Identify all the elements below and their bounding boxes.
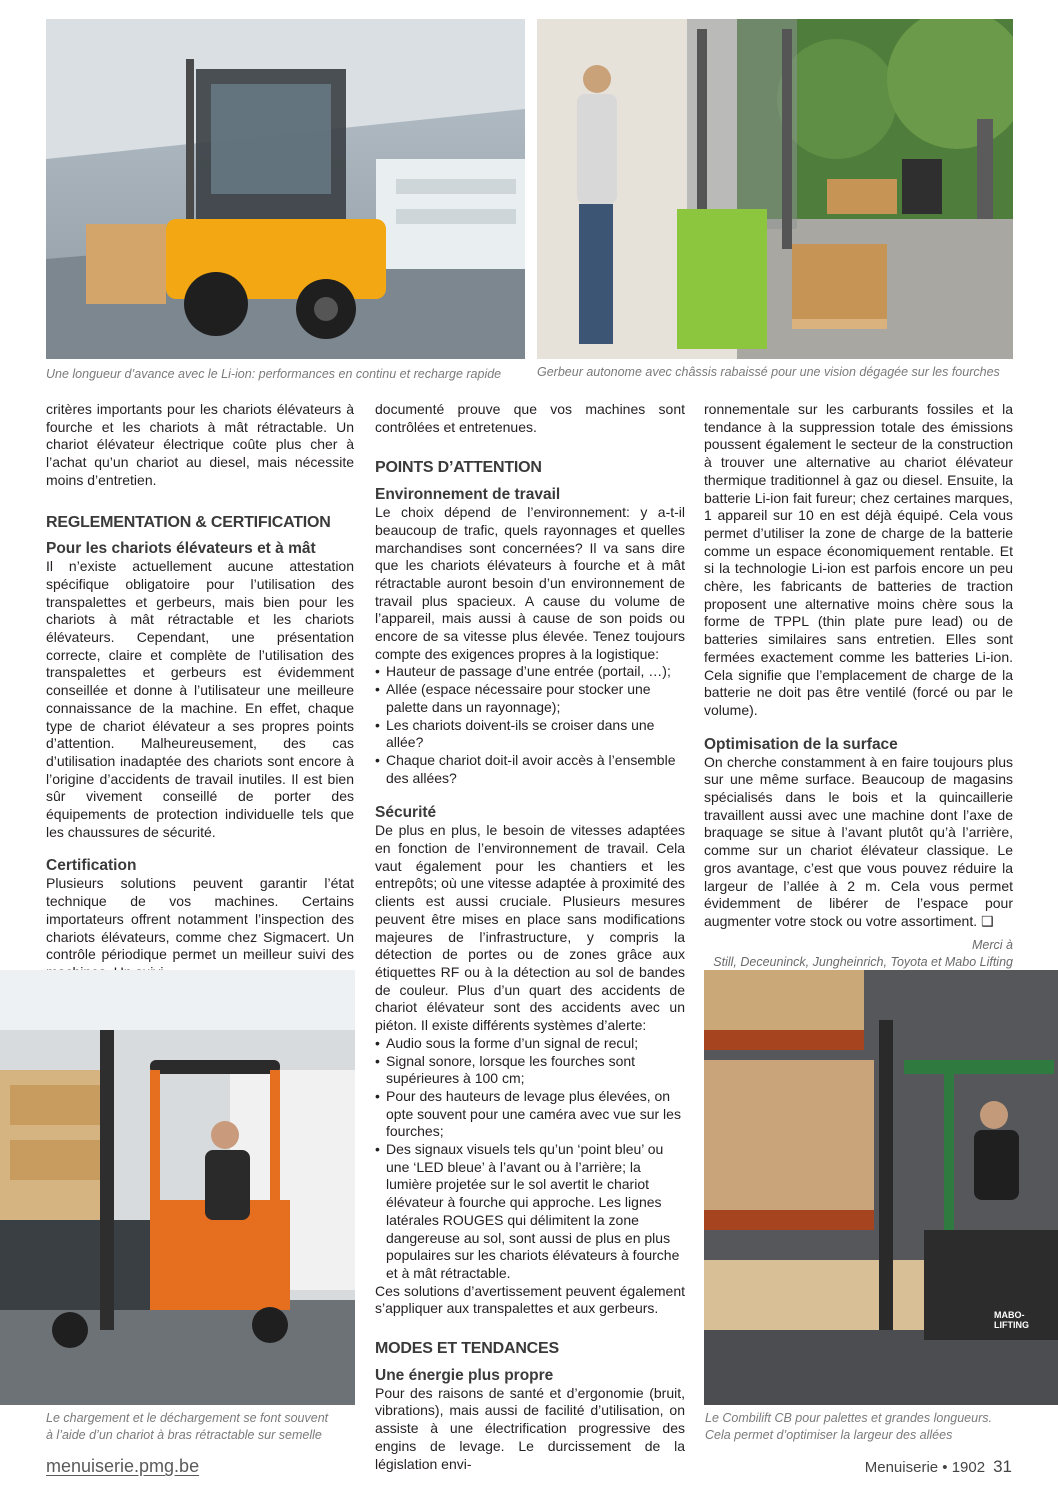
list-item: • Des signaux visuels tels qu’un ‘point bleu’ ou une ‘LED bleue’ à l’avant ou à l’arrière; la lumière projetée sur le sol avertit le chariot élévateur à fourche qui approche. Les lignes latérales ROUGES qui délimitent la zone dangereuse au sol, sont aussi de plus en plus populaires sur les chariots élévateurs à fourche et à mât rétractable. bbox=[375, 1141, 685, 1283]
col3-paragraph-1: ronnementale sur les carburants fossiles et la tendance à la suppression totale des émissions poussent également le secteur de la construction à trouver une alternative au chariot élévateur thermique traditionnel à gaz ou diesel. Ensuite, la batterie Li-ion fait fureur; chez certaines marques, 1 appareil sur 10 en est déjà équipé. Cela vous permet d’utiliser la zone de charge de la batterie comme un espace économiquement rentable. Et si la technologie Li-ion est parfois encore un peu chère, les fabricants de batteries de traction proposent une alternative moins chère sous la forme de TPPL (thin plate pure lead) ou de batteries similaires sans entretien. Elles sont fermées exactement comme les batteries Li-ion. Cela signifie que l’emplacement de charge de la batterie ne doit pas être ventilé (forcé ou par le volume). bbox=[704, 401, 1013, 718]
heading-reglementation: REGLEMENTATION & CERTIFICATION bbox=[46, 513, 331, 531]
col2-paragraph-2: De plus en plus, le besoin de vitesses adaptées en fonction de l’environnement de travail. Cela vaut également pour les chantiers et les entrepôts; où une vitesse adaptée à proximité des clients est aussi cruciale. Plusieurs mesures peuvent être mises en place sans modifications majeures de l’infrastructure, y compris la détection de portes ou de zones grâce aux étiquettes RF ou à la détection au sol de bandes de couleur. Plus d’un quart des accidents de chariot élévateur sont des accidents avec un piéton. Il existe différents systèmes d’alerte: bbox=[375, 822, 685, 1034]
heading-points-attention: POINTS D’ATTENTION bbox=[375, 459, 542, 477]
thanks-line-1: Merci à bbox=[972, 937, 1013, 952]
list-item: • Signal sonore, lorsque les fourches sont supérieures à 100 cm; bbox=[375, 1053, 685, 1088]
col2-intro: documenté prouve que vos machines sont contrôlées et entretenues. bbox=[375, 401, 685, 435]
list-logistique bbox=[375, 663, 685, 787]
col2-paragraph-3: Ces solutions d’avertissement peuvent également s’appliquer aux transpalettes et aux gerbeurs. bbox=[375, 1282, 685, 1317]
photo-clark-stacker bbox=[537, 19, 1013, 359]
photo-caption-1: Une longueur d’avance avec le Li-ion: performances en continu et recharge rapide bbox=[46, 367, 502, 381]
list-item: • Les chariots doivent-ils se croiser dans une allée? bbox=[375, 717, 685, 752]
column-2 bbox=[375, 401, 685, 1473]
subheading-securite: Sécurité bbox=[375, 804, 437, 822]
col1-paragraph-1: Il n’existe actuellement aucune attestation spécifique obligatoire pour l’utilisation des transpalettes et gerbeurs, mais bien pour les chariots à mât rétractable et les chariots élévateurs. Cependant, une présentation correcte, claire et complète de l’utilisation des transpalettes et gerbeurs est évidemment conseillée et donne à l’utilisateur une meilleure connaissance de la machine. En effet, chaque type de chariot élévateur a ses propres points d’attention. Malheureusement, des cas d’utilisation inadaptée des chariots sont encore à l’origine d’accidents de travail inutiles. Il est bien sûr vivement conseillé de porter des équipements de protection individuelle tels que les chaussures de sécurité. bbox=[46, 558, 354, 840]
column-3 bbox=[704, 401, 1013, 972]
page-number: 31 bbox=[993, 1457, 1012, 1476]
column-1 bbox=[46, 401, 354, 982]
col1-paragraph-2: Plusieurs solutions peuvent garantir l’état technique de vos machines. Certains importateurs offrent notamment l’inspection des chariots élévateurs, comme chez Sigmacert. Un contrôle périodique permet un meilleur suivi des bbox=[46, 875, 354, 963]
col2-paragraph-4: Pour des raisons de santé et d’ergonomie (bruit, vibrations), mais aussi de facilité d’utilisation, on assiste à une électrification progressive des engins de levage. Le durcissement de la législation envi- bbox=[375, 1384, 685, 1472]
photo-reach-truck bbox=[0, 970, 355, 1405]
photo-yellow-forklift bbox=[46, 19, 525, 359]
col3-paragraph-2 bbox=[704, 754, 1013, 931]
subheading-chariots-mat: Pour les chariots élévateurs et à mât bbox=[46, 540, 316, 558]
col2-paragraph-1: Le choix dépend de l’environnement: y a-t-il beaucoup de trafic, quels rayonnages et quelles marchandises sont concernées? Il va sans dire que les chariots élévateurs à fourche et à mât rétractable auront besoin d’un environnement de travail plus spacieux. A cause du volume de l’appareil, mais aussi à cause de son poids ou encore de sa vitesse plus élevée. Tenez toujours compte des exigences propres à la logistique: bbox=[375, 504, 685, 662]
photo-caption-4 bbox=[705, 1410, 1005, 1444]
list-item: • Hauteur de passage d’une entrée (portail, …); bbox=[375, 663, 685, 681]
list-item: • Allée (espace nécessaire pour stocker une palette dans un rayonnage); bbox=[375, 681, 685, 716]
end-mark-icon: ❑ bbox=[981, 912, 994, 929]
photo-caption-2: Gerbeur autonome avec châssis rabaissé pour une vision dégagée sur les fourches bbox=[537, 365, 1000, 379]
subheading-environnement: Environnement de travail bbox=[375, 486, 561, 504]
col1-intro: critères importants pour les chariots élévateurs à fourche et les chariots à mât rétractable. Un chariot élévateur électrique coûte plus cher à l’achat qu’un chariot au diesel, mais nécessite moins d’entretien. bbox=[46, 401, 354, 488]
magazine-issue: Menuiserie • 1902 bbox=[864, 1459, 986, 1476]
subheading-energie: Une énergie plus propre bbox=[375, 1366, 554, 1384]
photo-caption-4-line-1: Le Combilift CB pour palettes et grandes longueurs. bbox=[705, 1411, 992, 1425]
page-footer bbox=[865, 1457, 1012, 1477]
website-link[interactable]: menuiserie.pmg.be bbox=[46, 1456, 200, 1476]
photo-caption-3-line-2: à l’aide d’un chariot à bras rétractable sur semelle bbox=[46, 1428, 322, 1442]
list-item: • Chaque chariot doit-il avoir accès à l’ensemble des allées? bbox=[375, 752, 685, 787]
photo-combilift bbox=[704, 970, 1058, 1405]
list-alertes bbox=[375, 1035, 685, 1283]
subheading-optimisation: Optimisation de la surface bbox=[704, 735, 898, 753]
photo-caption-4-line-2: Cela permet d’optimiser la largeur des allées bbox=[705, 1428, 953, 1442]
list-item: • Audio sous la forme d’un signal de recul; bbox=[375, 1035, 685, 1053]
photo-caption-3 bbox=[46, 1410, 346, 1444]
subheading-certification: Certification bbox=[46, 857, 137, 875]
mabo-lifting-logo: MABO-LIFTING bbox=[994, 1310, 1029, 1330]
thanks-line-2: Still, Deceuninck, Jungheinrich, Toyota et Mabo Lifting bbox=[713, 955, 1013, 970]
heading-modes-tendances: MODES ET TENDANCES bbox=[375, 1340, 559, 1358]
photo-caption-3-line-1: Le chargement et le déchargement se font souvent bbox=[46, 1411, 329, 1425]
col3-paragraph-2-text: On cherche constamment à en faire toujours plus sur une même surface. Beaucoup de magasins spécialisés dans le bois et la quincaillerie travaillent aussi avec une machine dont l’axe de braquage se situe à l’avant plutôt qu’à l’arrière, comme sur un chariot élévateur classique. Le gros avantage, c’est que vous pouvez réduire la largeur de l’allée à 2 m. Cela vous permet évidemment de libérer de l’espace pour augmenter votre stock ou votre assortiment. bbox=[704, 753, 1013, 929]
list-item: • Pour des hauteurs de levage plus élevées, on opte souvent pour une caméra avec vue sur les fourches; bbox=[375, 1088, 685, 1141]
